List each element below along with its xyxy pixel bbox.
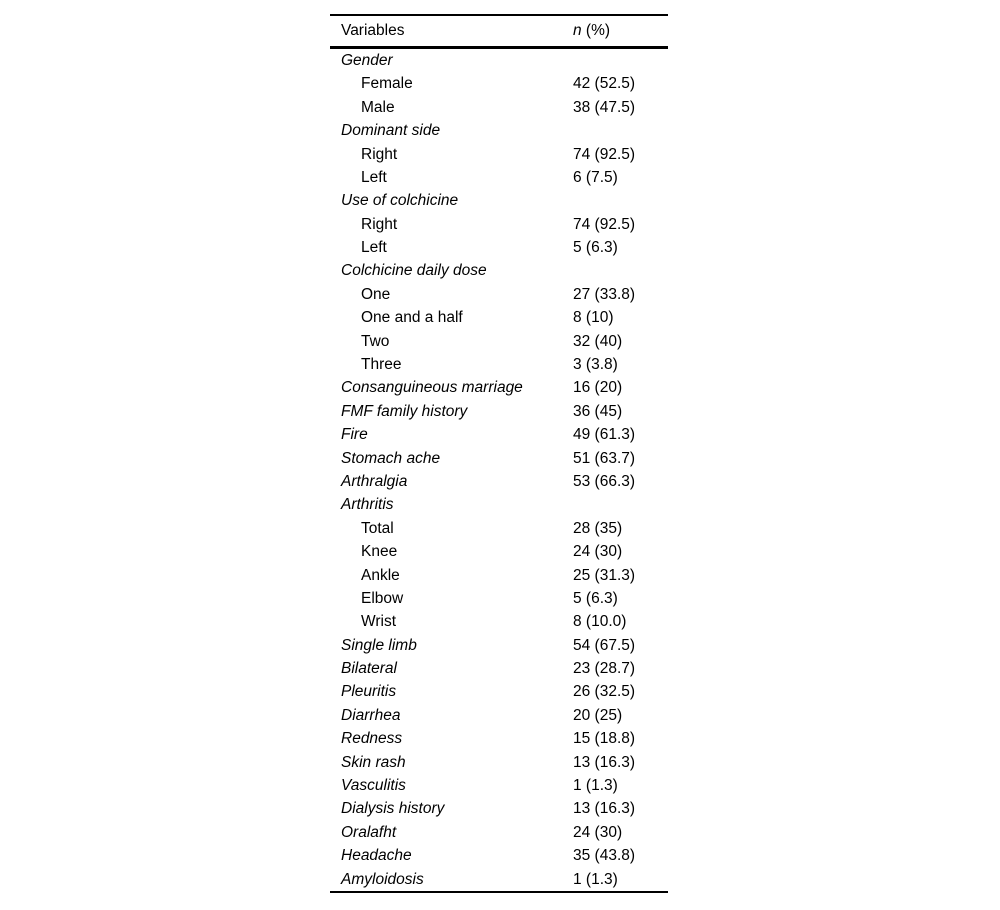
table-row: [330, 423, 668, 446]
table-row: [330, 119, 668, 142]
row-label: Stomach ache: [341, 449, 441, 467]
row-value: 51 (63.7): [573, 449, 636, 467]
row-value: 25 (31.3): [573, 566, 636, 584]
row-label: Knee: [361, 543, 398, 561]
row-label: Dialysis history: [341, 800, 445, 818]
table-row: [330, 400, 668, 423]
table-row: [330, 657, 668, 680]
table-header-row: [330, 16, 668, 46]
header-n-percent: [573, 23, 610, 39]
row-label: Three: [361, 356, 402, 374]
row-label: Oralafht: [341, 823, 397, 841]
row-label: Dominant side: [341, 122, 441, 140]
table-row: [330, 844, 668, 867]
row-value: 3 (3.8): [573, 356, 618, 374]
row-value: 1 (1.3): [573, 870, 618, 888]
row-label: FMF family history: [341, 402, 468, 420]
table-row: [330, 727, 668, 750]
row-label: Consanguineous marriage: [341, 379, 523, 397]
table-row: [330, 213, 668, 236]
row-value: 8 (10): [573, 309, 614, 327]
row-label: Vasculitis: [341, 777, 406, 795]
row-value: 8 (10.0): [573, 613, 627, 631]
row-value: 32 (40): [573, 332, 623, 350]
table-row: [330, 330, 668, 353]
row-value: 38 (47.5): [573, 98, 636, 116]
row-label: Gender: [341, 51, 393, 69]
row-value: 13 (16.3): [573, 800, 636, 818]
table-row: [330, 868, 668, 891]
table-bottom-rule: [330, 891, 668, 893]
table-body: [330, 49, 668, 891]
table-row: [330, 236, 668, 259]
row-value: 74 (92.5): [573, 145, 636, 163]
row-value: 27 (33.8): [573, 285, 636, 303]
row-value: 28 (35): [573, 519, 623, 537]
row-value: 13 (16.3): [573, 753, 636, 771]
table-row: [330, 610, 668, 633]
row-label: Male: [361, 98, 395, 116]
row-label: Right: [361, 145, 398, 163]
row-label: Headache: [341, 847, 412, 865]
header-variables: Variables: [341, 22, 405, 40]
row-value: 5 (6.3): [573, 589, 618, 607]
row-value: 24 (30): [573, 823, 623, 841]
row-label: Elbow: [361, 589, 404, 607]
row-value: 6 (7.5): [573, 168, 618, 186]
row-value: 36 (45): [573, 402, 623, 420]
row-label: Ankle: [361, 566, 400, 584]
table-row: [330, 306, 668, 329]
row-label: One: [361, 285, 391, 303]
table-row: [330, 447, 668, 470]
table-row: [330, 798, 668, 821]
row-label: Female: [361, 75, 413, 93]
row-label: Colchicine daily dose: [341, 262, 487, 280]
header-percent-label: (%): [581, 22, 611, 40]
row-label: Arthralgia: [341, 472, 408, 490]
table-row: [330, 821, 668, 844]
characteristics-table: [330, 14, 668, 893]
row-label: Bilateral: [341, 660, 397, 678]
row-value: 24 (30): [573, 543, 623, 561]
row-label: One and a half: [361, 309, 463, 327]
table-row: [330, 260, 668, 283]
table-row: [330, 493, 668, 516]
row-value: 1 (1.3): [573, 777, 618, 795]
row-value: 35 (43.8): [573, 847, 636, 865]
row-label: Diarrhea: [341, 706, 401, 724]
table-row: [330, 540, 668, 563]
row-value: 20 (25): [573, 706, 623, 724]
row-value: 5 (6.3): [573, 239, 618, 257]
table-row: [330, 470, 668, 493]
header-n-italic: n: [573, 22, 582, 40]
row-label: Use of colchicine: [341, 192, 459, 210]
row-label: Two: [361, 332, 390, 350]
table-row: [330, 353, 668, 376]
row-value: 15 (18.8): [573, 730, 636, 748]
table-row: [330, 681, 668, 704]
row-value: 26 (32.5): [573, 683, 636, 701]
table-row: [330, 189, 668, 212]
row-label: Total: [361, 519, 394, 537]
row-label: Single limb: [341, 636, 417, 654]
row-label: Skin rash: [341, 753, 406, 771]
table-row: [330, 634, 668, 657]
row-label: Right: [361, 215, 398, 233]
row-value: 42 (52.5): [573, 75, 636, 93]
table-row: [330, 376, 668, 399]
row-value: 49 (61.3): [573, 426, 636, 444]
row-label: Redness: [341, 730, 403, 748]
row-label: Arthritis: [341, 496, 394, 514]
table-row: [330, 166, 668, 189]
row-label: Amyloidosis: [341, 870, 424, 888]
table-row: [330, 283, 668, 306]
table-row: [330, 774, 668, 797]
table-row: [330, 564, 668, 587]
row-value: 53 (66.3): [573, 472, 636, 490]
row-label: Wrist: [361, 613, 397, 631]
row-value: 74 (92.5): [573, 215, 636, 233]
table-row: [330, 704, 668, 727]
table-row: [330, 517, 668, 540]
table-row: [330, 96, 668, 119]
row-label: Left: [361, 168, 387, 186]
table-row: [330, 49, 668, 72]
table-row: [330, 143, 668, 166]
row-label: Fire: [341, 426, 368, 444]
table-row: [330, 587, 668, 610]
row-value: 16 (20): [573, 379, 623, 397]
table-row: [330, 751, 668, 774]
table-row: [330, 72, 668, 95]
row-label: Left: [361, 239, 387, 257]
row-value: 54 (67.5): [573, 636, 636, 654]
row-label: Pleuritis: [341, 683, 397, 701]
row-value: 23 (28.7): [573, 660, 636, 678]
